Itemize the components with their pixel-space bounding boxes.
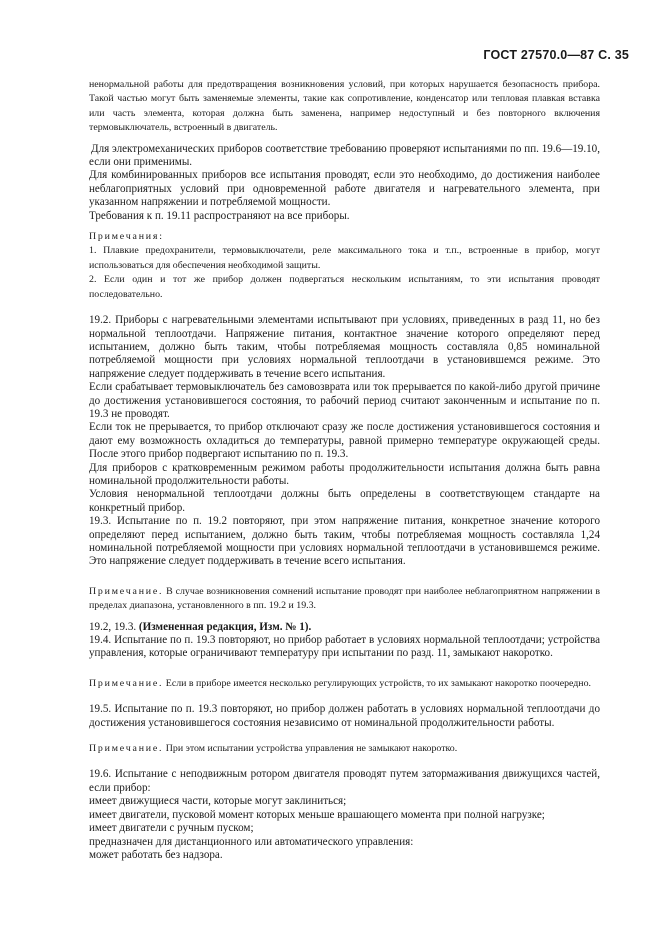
section-19-5: 19.5. Испытание по п. 19.3 повторяют, но прибор должен работать в условиях нормальной теплоотдачи до достижения установившегося состояния независимо от номинальной продолжительности работы. bbox=[89, 703, 600, 729]
paragraph-electromechanical: Для электромеханических приборов соответствие требованию проверяют испытаниями по пп. 19.6—19.10, если они применимы. bbox=[89, 142, 600, 169]
note-19-5: Примечание. При этом испытании устройства управления не замыкают накоротко. bbox=[89, 743, 458, 755]
list-item: предназначен для дистанционного или автоматического управления: bbox=[89, 835, 414, 848]
amendment-line: 19.2, 19.3. (Измененная редакция, Изм. № 1). bbox=[89, 620, 312, 633]
list-item: имеет двигатели с ручным пуском; bbox=[89, 822, 254, 835]
section-19-2-current: Если ток не прерывается, то прибор отключают сразу же после достижения установившегося состояния и дают ему возможность охладиться до температуры, равной примерно температуре окружающей среды. После этого прибор подвергают испытанию по п. 19.3. bbox=[89, 421, 600, 461]
note-19-3: Примечание. В случае возникновения сомнений испытание проводят при наиболее неблагоприятном напряжении в пределах диапазона, установленного в пп. 19.2 и 19.3. bbox=[89, 585, 600, 612]
note-label: Примечание. bbox=[89, 743, 164, 755]
amendment-bold: (Измененная редакция, Изм. № 1). bbox=[138, 620, 312, 633]
note-label: Примечание. bbox=[89, 585, 164, 597]
page-header: ГОСТ 27570.0—87 С. 35 bbox=[483, 48, 629, 62]
section-19-2-conditions: Условия ненормальной теплоотдачи должны быть определены в соответствующем стандарте на конкретный прибор. bbox=[89, 488, 600, 514]
note-label: Примечание. bbox=[89, 677, 164, 689]
list-item: имеет движущиеся части, которые могут заклиниться; bbox=[89, 795, 347, 808]
section-19-4: 19.4. Испытание по п. 19.3 повторяют, но прибор работает в условиях нормальной теплоотдачи; устройства управления, которые ограничивают температуру при испытании по разд. 11, замыкают накоротко. bbox=[89, 634, 600, 660]
list-item: может работать без надзора. bbox=[89, 848, 223, 861]
section-19-2-short-time: Для приборов с кратковременным режимом работы продолжительности испытания должна быть равна номинальной продолжительности работы. bbox=[89, 461, 600, 487]
paragraph-combined: Для комбинированных приборов все испытания проводят, если это необходимо, до достижения наиболее неблагоприятных условий при одновременной работе двигателя и нагревательного элемента, при указанном напряжении и потребляемой мощности. bbox=[89, 169, 600, 209]
page-content bbox=[89, 78, 600, 862]
note-19-4: Примечание. Если в приборе имеется несколько регулирующих устройств, то их замыкают накоротко поочередно. bbox=[89, 677, 591, 689]
section-19-6: 19.6. Испытание с неподвижным ротором двигателя проводят путем затормаживания движущихся частей, если прибор: bbox=[89, 768, 600, 794]
section-19-2: 19.2. Приборы с нагревательными элементами испытывают при условиях, приведенных в разд 11, но без нормальной теплоотдачи. Напряжение питания, контактное значение которого определяют перед испытанием, должно быть таким, чтобы потребляемая мощность составляла 0,85 номинальной потребляемой мощности при условиях нормальной теплоотдачи в установившемся режиме. Это напряжение следует поддерживать в течение всего испытания. bbox=[89, 314, 600, 380]
list-item: имеет двигатели, пусковой момент которых меньше врашающего момента при полной нагрузке; bbox=[89, 808, 545, 821]
notes-heading: Примечания: bbox=[89, 231, 164, 243]
note-1: 1. Плавкие предохранители, термовыключатели, реле максимального тока и т.п., встроенные в прибор, могут использоваться для обеспечения необходимой защиты. bbox=[89, 245, 600, 271]
section-19-3: 19.3. Испытание по п. 19.2 повторяют, при этом напряжение питания, конкретное значение которого определяют перед испытанием, должно быть таким, чтобы потребляемая мощность составляла 1,24 номинальной потребляемой мощности при условиях нормальной теплоотдачи в установившемся режиме. Это напряжение следует поддерживать в течение всего испытания. bbox=[89, 515, 600, 568]
note-2: 2. Если один и тот же прибор должен подвергаться нескольким испытаниям, то эти испытания проводят последовательно. bbox=[89, 274, 600, 300]
paragraph-requirements: Требования к п. 19.11 распространяют на все приборы. bbox=[89, 209, 350, 222]
section-19-2-thermal-cutout: Если срабатывает термовыключатель без самовозврата или ток прерывается по какой-либо другой причине до достижения установившегося состояния, то рабочий период считают законченным и испытание по п. 19.3 не проводят. bbox=[89, 381, 600, 420]
paragraph-continuation: ненормальной работы для предотвращения возникновения условий, при которых нарушается безопасность прибора. Такой частью могут быть заменяемые элементы, такие как сопротивление, конденсатор или тепловая плавкая вставка или часть элемента, которая должна быть заменена, например недоступный и без повторного включения термовыключатель, встроенный в двигатель. bbox=[89, 79, 600, 134]
